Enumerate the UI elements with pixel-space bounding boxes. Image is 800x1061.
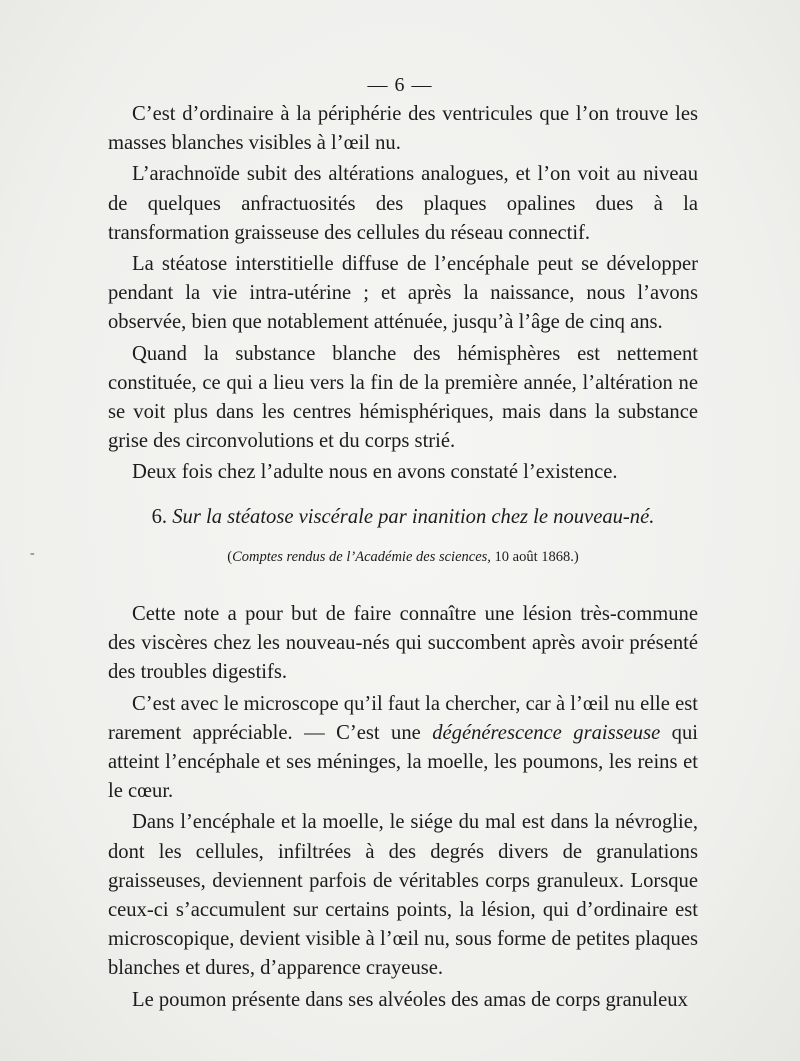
paragraph: L’arachnoïde subit des altérations analogues, et l’on voit au niveau de quelques anfractuosités des plaques opalines dues à la transformation graisseuse des cellules du réseau connectif. (108, 163, 698, 244)
source-prefix: ( (227, 549, 233, 565)
emphasis-text: dégénérescence graisseuse (432, 721, 661, 744)
paragraph: C’est d’ordinaire à la périphérie des ventricules que l’on trouve les masses blanches visibles à l’œil nu. (108, 103, 698, 155)
paragraph: Dans l’encéphale et la moelle, le siége du mal est dans la névroglie, dont les cellules, infiltrées à des degrés divers de granulations graisseuses, deviennent parfois de véritables corps granuleux. Lorsque ceux-ci s’accumulent sur certains points, la lésion, qui d’ordinaire est microscopique, devient visible à l’œil nu, sous forme de petites plaques blanches et dures, d’apparence crayeuse. (108, 811, 698, 980)
paragraph: Cette note a pour but de faire connaître une lésion très-commune des viscères chez les nouveau-nés qui succombent après avoir présenté des troubles digestifs. (108, 603, 698, 684)
page-number: — 6 — (367, 74, 433, 96)
section-number: 6. (151, 506, 168, 528)
paragraph: Le poumon présente dans ses alvéoles des amas de corps granuleux (132, 988, 688, 1011)
paragraph (108, 690, 698, 807)
margin-mark: - (30, 546, 35, 561)
source-journal: Comptes rendus de l’Académie des sciences, (232, 549, 491, 565)
section-heading (108, 506, 698, 529)
section-2-body (108, 600, 698, 1017)
paragraph-text: qui atteint l’encéphale et ses méninges, la moelle, les poumons, les reins et le cœur. (108, 721, 698, 803)
paragraph: Deux fois chez l’adulte nous en avons constaté l’existence. (132, 461, 618, 484)
section-title: Sur la stéatose viscérale par inanition chez le nouveau-né. (172, 506, 655, 528)
source-date: 10 août 1868.) (490, 549, 579, 565)
source-citation (108, 549, 698, 566)
paragraph: La stéatose interstitielle diffuse de l’encéphale peut se développer pendant la vie intra-utérine ; et après la naissance, nous l’avons observée, bien que notablement atténuée, jusqu’à l’âge de cinq ans. (108, 253, 698, 334)
paragraph: Quand la substance blanche des hémisphères est nettement constituée, ce qui a lieu vers la fin de la première année, l’altération ne se voit plus dans les centres hémisphériques, mais dans la substance grise des circonvolutions et du corps strié. (108, 342, 698, 453)
section-1-body (108, 100, 698, 490)
paragraph-text: C’est avec le microscope qu’il faut la chercher, car à l’œil nu elle est rarement appréciable. — C’est une (108, 692, 698, 744)
